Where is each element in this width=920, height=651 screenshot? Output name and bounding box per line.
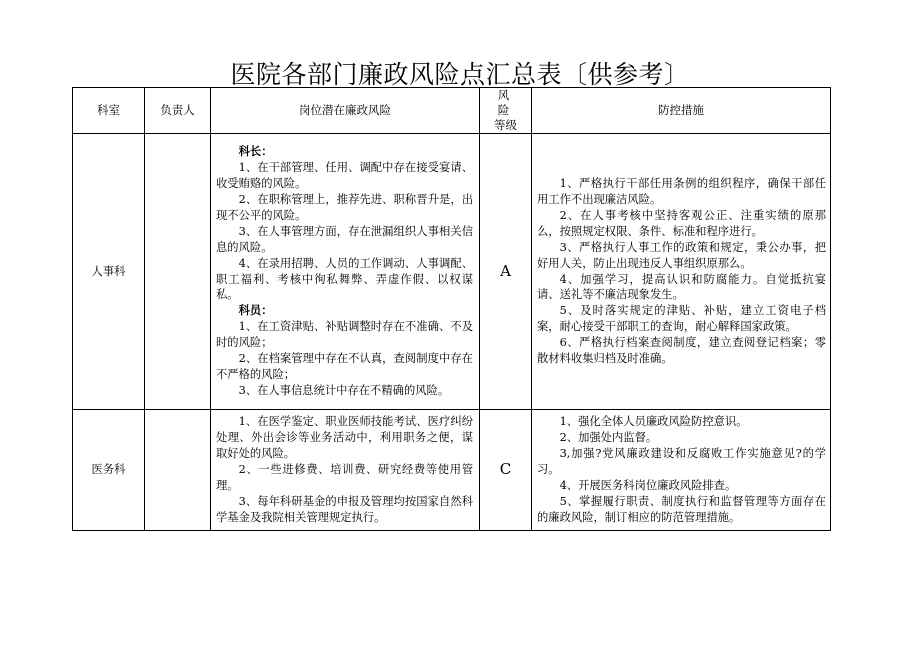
header-level-line1: 风 险: [497, 88, 520, 117]
risk-level-cell: C: [480, 410, 532, 531]
table-row: [73, 410, 831, 531]
role-label: 科长：: [238, 144, 273, 159]
table-row: [73, 134, 831, 410]
risk-cell: [211, 410, 480, 531]
risk-item: 1、在工资津贴、补贴调整时存在不准确、不及时的风险；: [216, 320, 473, 350]
measure-item: 3,加强?党风廉政建设和反腐败工作实施意见?的学习。: [537, 447, 826, 477]
risk-item: 3、在人事信息统计中存在不精确的风险。: [238, 383, 450, 397]
risk-cell: [211, 134, 480, 410]
measure-item: 2、加强处内监督。: [559, 431, 658, 445]
measure-item: 1、强化全体人员廉政风险防控意识。: [559, 415, 748, 429]
measure-cell: [532, 134, 831, 410]
owner-cell: [145, 410, 211, 531]
risk-item: 1、在干部管理、任用、调配中存在接受宴请、收受贿赂的风险。: [216, 161, 473, 191]
dept-cell: 医务科: [73, 410, 145, 531]
measure-item: 6、严格执行档案查阅制度，建立查阅登记档案；零散材料收集归档及时准确。: [537, 336, 826, 366]
risk-item: 3、每年科研基金的申报及管理均按国家自然科学基金及我院相关管理规定执行。: [216, 494, 473, 524]
header-level: [480, 88, 532, 134]
measure-item: 2、在人事考核中坚持客观公正、注重实绩的原那么，按照规定权限、条件、标准和程序进行。: [537, 208, 826, 238]
risk-item: 3、在人事管理方面，存在泄漏组织人事相关信息的风险。: [216, 224, 473, 254]
risk-level-cell: A: [480, 134, 532, 410]
owner-cell: [145, 134, 211, 410]
measure-item: 5、掌握履行职责、制度执行和监督管理等方面存在的廉政风险，制订相应的防范管理措施。: [537, 494, 826, 524]
risk-item: 2、一些进修费、培训费、研究经费等使用管理。: [216, 463, 473, 492]
header-row: [73, 88, 831, 134]
measure-cell: [532, 410, 831, 531]
risk-item: 1、在医学鉴定、职业医师技能考试、医疗纠纷处理、外出会诊等业务活动中，利用职务之便，谋取好处的风险。: [216, 415, 473, 461]
measure-item: 3、严格执行人事工作的政策和规定，秉公办事，把好用人关，防止出现违反人事组织原那么。: [537, 240, 826, 270]
header-level-line2: 等级: [494, 118, 517, 132]
risk-summary-table: [72, 87, 831, 531]
header-measure: 防控措施: [532, 88, 831, 134]
risk-item: 2、在职称管理上，推荐先进、职称晋升是，出现不公平的风险。: [216, 192, 473, 222]
dept-cell: 人事科: [73, 134, 145, 410]
risk-item: 4、在录用招聘、人员的工作调动、人事调配、职工福利、考核中徇私舞弊、弄虚作假、以权谋私。: [216, 256, 473, 302]
measure-item: 4、加强学习，提高认识和防腐能力。自觉抵抗宴请、送礼等不廉洁现象发生。: [537, 272, 826, 302]
measure-item: 1、严格执行干部任用条例的组织程序，确保干部任用工作不出现廉洁风险。: [537, 177, 826, 206]
header-dept: 科室: [73, 88, 145, 134]
document-title: 医院各部门廉政风险点汇总表〔供参考〕: [230, 60, 690, 89]
header-risk: 岗位潜在廉政风险: [211, 88, 480, 134]
role-label: 科员：: [238, 303, 273, 318]
measure-item: 4、开展医务科岗位廉政风险排查。: [559, 478, 737, 492]
measure-item: 5、及时落实规定的津贴、补贴，建立工资电子档案，耐心接受干部职工的查询，耐心解释国家政策。: [537, 304, 826, 334]
header-owner: 负责人: [145, 88, 211, 134]
risk-item: 2、在档案管理中存在不认真，查阅制度中存在不严格的风险；: [216, 352, 473, 381]
